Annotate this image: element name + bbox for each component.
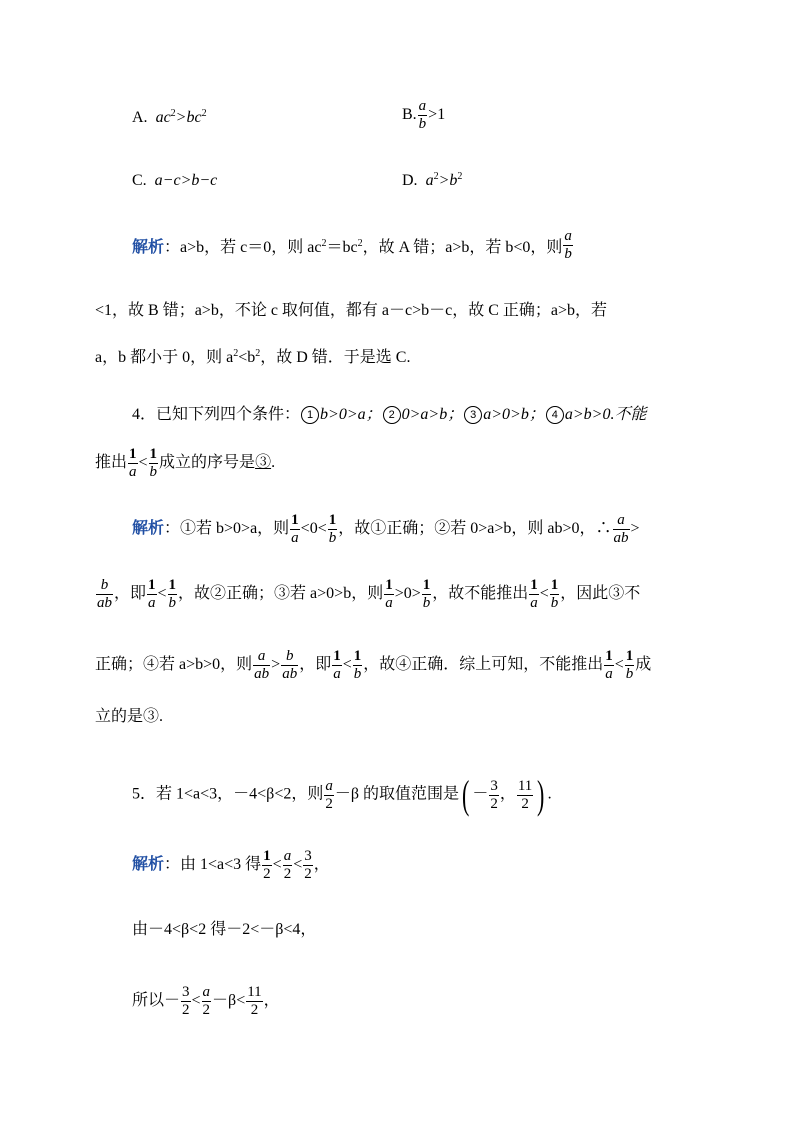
fraction xyxy=(324,778,334,813)
fraction xyxy=(613,512,630,547)
circled-number: 4 xyxy=(546,406,564,424)
text: 立的是③. xyxy=(95,708,164,725)
option-a-expr: ac xyxy=(155,109,171,126)
denominator: b xyxy=(353,666,362,682)
q5-stem xyxy=(132,772,552,817)
text: < xyxy=(614,656,624,674)
numerator: 1 xyxy=(530,577,538,593)
q5-solution-line1 xyxy=(132,848,330,883)
q5-solution-line2 xyxy=(132,920,316,940)
denominator: b xyxy=(149,464,158,480)
denominator: ab xyxy=(613,530,629,546)
fraction xyxy=(290,512,300,547)
text: ，即 xyxy=(114,585,147,603)
numerator: 1 xyxy=(263,848,271,864)
text: 成 xyxy=(635,656,652,674)
left-paren: ( xyxy=(461,772,470,817)
fraction xyxy=(253,648,270,683)
numerator: b xyxy=(281,648,298,666)
numerator: 1 xyxy=(550,577,559,593)
denominator: a xyxy=(333,666,341,682)
denominator: 2 xyxy=(490,795,498,812)
denominator: 2 xyxy=(250,1002,259,1018)
fraction xyxy=(563,228,573,263)
text: ，故①正确；②若 0>a>b，则 ab>0，∴ xyxy=(338,520,612,538)
numerator: 1 xyxy=(353,648,362,664)
fraction-a-over-b xyxy=(418,98,428,133)
fraction xyxy=(353,648,363,683)
option-d-expr: a xyxy=(425,172,434,189)
option-d-mid: >b xyxy=(438,172,458,189)
fraction xyxy=(96,577,113,612)
option-b xyxy=(402,98,445,133)
text: ， xyxy=(263,992,280,1010)
q4-solution-line4 xyxy=(95,707,163,727)
numerator: 1 xyxy=(385,577,393,593)
text: 所以－ xyxy=(132,992,181,1010)
numerator: a xyxy=(564,228,572,244)
denominator: b xyxy=(564,246,572,262)
text: ，即 xyxy=(299,656,332,674)
denominator: a xyxy=(148,595,156,611)
denominator: a xyxy=(385,595,393,611)
q4-stem-line2 xyxy=(95,446,275,481)
numerator: 3 xyxy=(304,848,312,864)
exponent: 2 xyxy=(457,171,463,182)
option-c-label: C. xyxy=(132,172,147,189)
text: ：a>b，若 c＝0，则 ac xyxy=(164,239,322,256)
text: <0< xyxy=(300,520,327,538)
solution-label: 解析 xyxy=(132,856,165,874)
q4-solution-line2 xyxy=(95,577,640,612)
text: < xyxy=(138,454,148,472)
text: 5．若 1<a<3，－4<β<2，则 xyxy=(132,785,324,803)
denominator: b xyxy=(168,595,177,611)
text: < xyxy=(191,992,201,1010)
exponent: 2 xyxy=(321,238,327,249)
numerator: a xyxy=(202,984,211,1000)
text: ，故不能推出 xyxy=(432,585,529,603)
denominator: ab xyxy=(97,595,112,611)
answer: ③ xyxy=(255,454,272,472)
text: ， xyxy=(313,856,330,874)
q3-solution-line2 xyxy=(95,301,607,321)
text: ，故 D 错．于是选 C. xyxy=(260,349,411,366)
denominator: b xyxy=(418,116,427,132)
denominator: a xyxy=(530,595,538,611)
fraction xyxy=(202,984,212,1019)
text: 4．已知下列四个条件： xyxy=(132,406,301,423)
denominator: b xyxy=(328,530,337,546)
fraction xyxy=(281,648,298,683)
exponent: 2 xyxy=(201,108,207,119)
text: b>0>a； xyxy=(320,406,382,423)
option-c-expr: a−c>b−c xyxy=(154,172,218,189)
text: ，故 A 错；a>b，若 b<0，则 xyxy=(362,239,563,256)
text: < xyxy=(157,585,167,603)
exponent: 2 xyxy=(255,348,261,359)
text: > xyxy=(630,520,640,538)
numerator: a xyxy=(253,648,270,666)
denominator: b xyxy=(550,595,559,611)
option-c xyxy=(132,171,217,191)
text: <1，故 B 错；a>b，不论 c 取何值，都有 a－c>b－c，故 C 正确；a>b，若 xyxy=(95,302,608,319)
numerator: b xyxy=(96,577,113,595)
exponent: 2 xyxy=(233,348,239,359)
numerator: 1 xyxy=(148,577,156,593)
fraction xyxy=(168,577,178,612)
q3-solution-line3 xyxy=(95,348,410,368)
numerator: 1 xyxy=(422,577,431,593)
denominator: 2 xyxy=(304,866,312,882)
text: < xyxy=(293,856,303,874)
denominator: 2 xyxy=(283,866,292,882)
text: ， xyxy=(499,785,516,803)
circled-number: 3 xyxy=(464,406,482,424)
numerator: 1 xyxy=(149,446,158,462)
numerator: 1 xyxy=(168,577,177,593)
denominator: 2 xyxy=(202,1002,211,1018)
fraction xyxy=(604,648,614,683)
fraction xyxy=(147,577,157,612)
text: a，b 都小于 0，则 a xyxy=(95,349,234,366)
solution-label: 解析 xyxy=(132,239,165,256)
fraction xyxy=(422,577,432,612)
numerator: 1 xyxy=(291,512,299,528)
circled-number: 2 xyxy=(383,406,401,424)
option-b-rest: >1 xyxy=(428,106,446,124)
denominator: ab xyxy=(282,666,298,682)
fraction xyxy=(550,577,560,612)
numerator: 11 xyxy=(247,984,262,1000)
option-a-mid: >bc xyxy=(175,109,202,126)
text: 0>a>b； xyxy=(401,406,464,423)
q5-solution-line3 xyxy=(132,984,280,1019)
text: ，故④正确．综上可知，不能推出 xyxy=(363,656,604,674)
circled-number: 1 xyxy=(301,406,319,424)
fraction xyxy=(625,648,635,683)
text: 由－4<β<2 得－2<－β<4， xyxy=(132,921,317,938)
fraction xyxy=(529,577,539,612)
text: ，故②正确；③若 a>0>b，则 xyxy=(178,585,384,603)
text: < xyxy=(272,856,282,874)
text: . xyxy=(547,785,552,803)
text: . xyxy=(271,454,276,472)
fraction xyxy=(303,848,313,883)
text: 正确；④若 a>b>0，则 xyxy=(95,656,253,674)
text: ：①若 b>0>a，则 xyxy=(164,520,290,538)
denominator: b xyxy=(625,666,634,682)
numerator: 1 xyxy=(129,446,137,462)
fraction xyxy=(517,778,533,813)
exponent: 2 xyxy=(357,238,363,249)
denominator: a xyxy=(605,666,613,682)
option-d-label: D. xyxy=(402,172,418,189)
numerator: 1 xyxy=(328,512,337,528)
text: <b xyxy=(238,349,256,366)
fraction xyxy=(328,512,338,547)
q4-solution-line1 xyxy=(132,512,640,547)
denominator: b xyxy=(422,595,431,611)
denominator: 2 xyxy=(263,866,271,882)
text: a>0>b； xyxy=(483,406,545,423)
option-d xyxy=(402,171,462,191)
text: － xyxy=(472,785,489,803)
text: < xyxy=(539,585,549,603)
option-a-label: A. xyxy=(132,109,148,126)
numerator: a xyxy=(418,98,427,114)
fraction xyxy=(283,848,293,883)
option-a xyxy=(132,108,207,128)
solution-label: 解析 xyxy=(132,520,165,538)
q4-stem-line1 xyxy=(132,405,646,425)
fraction xyxy=(128,446,138,481)
fraction xyxy=(384,577,394,612)
exponent: 2 xyxy=(433,171,439,182)
numerator: 1 xyxy=(333,648,341,664)
denominator: ab xyxy=(254,666,270,682)
text: < xyxy=(342,656,352,674)
fraction xyxy=(262,848,272,883)
text: －β 的取值范围是 xyxy=(334,785,459,803)
text: ：由 1<a<3 得 xyxy=(164,856,262,874)
fraction xyxy=(489,778,499,813)
denominator: 2 xyxy=(182,1002,190,1018)
denominator: a xyxy=(291,530,299,546)
option-b-label: B. xyxy=(402,106,417,124)
text: －β< xyxy=(212,992,246,1010)
fraction xyxy=(149,446,159,481)
numerator: 1 xyxy=(605,648,613,664)
numerator: a xyxy=(283,848,292,864)
fraction xyxy=(246,984,262,1019)
text: 推出 xyxy=(95,454,128,472)
exponent: 2 xyxy=(170,108,176,119)
numerator: 1 xyxy=(625,648,634,664)
right-paren: ) xyxy=(537,772,545,817)
denominator: 2 xyxy=(325,795,333,812)
text: 成立的序号是 xyxy=(159,454,256,472)
numerator: a xyxy=(325,777,333,794)
text: a>b>0.不能 xyxy=(564,406,647,423)
text: ＝bc xyxy=(326,239,358,256)
q3-solution-line1 xyxy=(132,228,574,263)
text: > xyxy=(271,656,281,674)
fraction xyxy=(181,984,191,1019)
numerator: 3 xyxy=(182,984,190,1000)
denominator: a xyxy=(129,464,137,480)
numerator: 3 xyxy=(490,777,498,794)
denominator: 2 xyxy=(521,795,529,812)
numerator: a xyxy=(613,512,630,530)
fraction xyxy=(332,648,342,683)
q4-solution-line3 xyxy=(95,648,651,683)
text: ，因此③不 xyxy=(560,585,641,603)
text: >0> xyxy=(394,585,421,603)
numerator: 11 xyxy=(517,777,533,794)
